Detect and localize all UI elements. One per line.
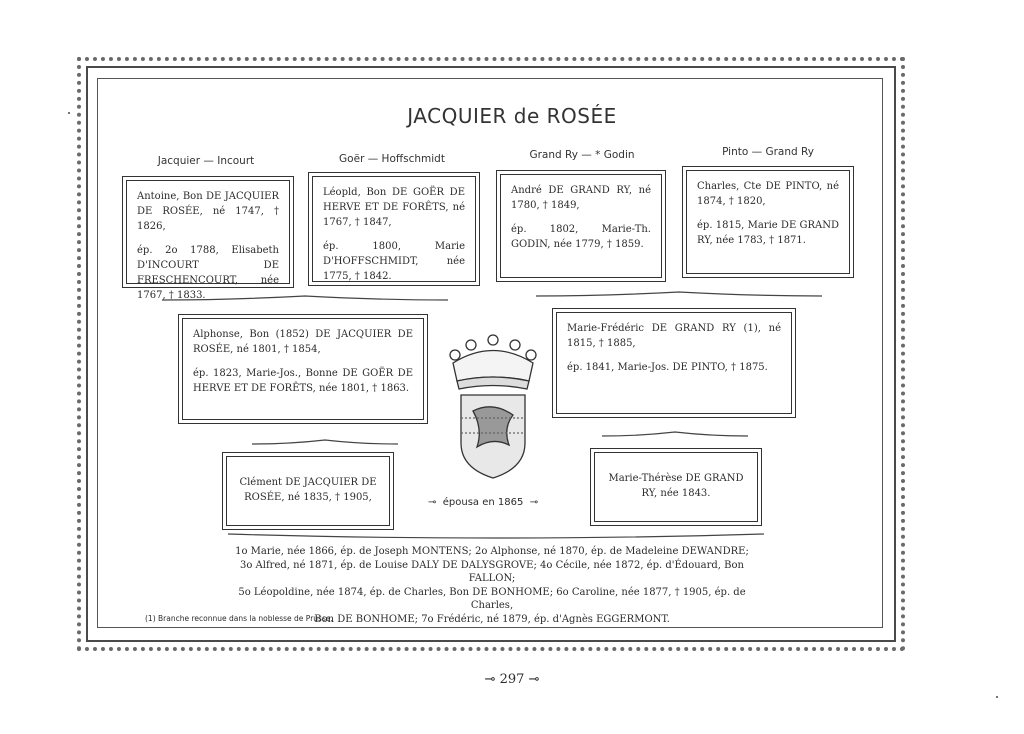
scan-speck: [996, 696, 998, 698]
column-header-goer: Goër — Hoffschmidt: [339, 153, 445, 165]
marriage-text: épousa en 1865: [442, 497, 524, 508]
brace-connector: [250, 438, 400, 448]
genealogy-box-marie-therese: [594, 452, 758, 522]
box-text: Alphonse, Bon (1852) DE JACQUIER DE ROSÉE, né 1801, † 1854,: [193, 329, 413, 355]
page-title: JACQUIER de ROSÉE: [407, 104, 617, 128]
marriage-label: ⊸ épousa en 1865 ⊸: [428, 497, 539, 508]
footnote: (1) Branche reconnue dans la noblesse de Prusse.: [145, 614, 333, 623]
scan-speck: [68, 112, 70, 114]
genealogy-box-leopold: [312, 176, 476, 282]
box-text: Marie-Thérèse DE GRAND RY, née 1843.: [608, 473, 744, 499]
genealogy-box-marie-frederic: [556, 312, 792, 414]
genealogy-box-antoine: [126, 180, 290, 301]
children-line: 5o Léopoldine, née 1874, ép. de Charles, Bon DE BONHOME; 6o Caroline, née 1877, † 1905, ép. de Charles,: [238, 586, 746, 611]
genealogy-box-charles: [686, 170, 850, 274]
box-text: Léopld, Bon DE GOËR DE HERVE ET DE FORÊTS, né 1767, † 1847,: [323, 187, 465, 228]
genealogy-box-alphonse: [182, 318, 424, 420]
column-header-jacquier: Jacquier — Incourt: [157, 155, 255, 167]
brace-connector: [534, 290, 824, 300]
brace-connector: [600, 430, 750, 440]
brace-connector: [160, 294, 450, 304]
column-header-pinto: Pinto — Grand Ry: [722, 146, 814, 158]
coat-of-arms: [443, 333, 543, 487]
box-text: Clément DE JACQUIER DE ROSÉE, né 1835, † 1905,: [239, 477, 377, 503]
box-text: Marie-Frédéric DE GRAND RY (1), né 1815, † 1885,: [567, 323, 781, 349]
box-text: Antoine, Bon DE JACQUIER DE ROSÉE, né 1747, † 1826,: [137, 191, 279, 232]
box-text: Charles, Cte DE PINTO, né 1874, † 1820,: [697, 181, 839, 207]
box-text: André DE GRAND RY, né 1780, † 1849,: [511, 185, 651, 211]
box-text: ép. 1815, Marie DE GRAND RY, née 1783, † 1871.: [697, 220, 839, 246]
children-line: 1o Marie, née 1866, ép. de Joseph MONTENS; 2o Alphonse, né 1870, ép. de Madeleine DEWANDRE;: [235, 546, 749, 557]
brace-connector: [226, 532, 766, 542]
genealogy-box-clement: [226, 456, 390, 526]
page-number-text: 297: [499, 672, 525, 687]
box-text: ép. 1823, Marie-Jos., Bonne DE GOËR DE HERVE ET DE FORÊTS, née 1801, † 1863.: [193, 368, 413, 394]
page-number: ⊸ 297 ⊸: [484, 672, 540, 687]
genealogy-box-andre: [500, 174, 662, 278]
children-line: 3o Alfred, né 1871, ép. de Louise DALY DE DALYSGROVE; 4o Cécile, née 1872, ép. d'Édouard, Bon FALLON;: [240, 559, 744, 584]
box-text: ép. 1802, Marie-Th. GODIN, née 1779, † 1859.: [511, 224, 651, 250]
box-text: ép. 2o 1788, Elisabeth D'INCOURT DE FRESCHENCOURT, née 1767, † 1833.: [137, 245, 279, 301]
box-text: ép. 1800, Marie D'HOFFSCHMIDT, née 1775, † 1842.: [323, 241, 465, 282]
children-line: Bon DE BONHOME; 7o Frédéric, né 1879, ép. d'Agnès EGGERMONT.: [314, 613, 670, 625]
column-header-grandry: Grand Ry — * Godin: [529, 149, 635, 161]
box-text: ép. 1841, Marie-Jos. DE PINTO, † 1875.: [567, 362, 768, 373]
